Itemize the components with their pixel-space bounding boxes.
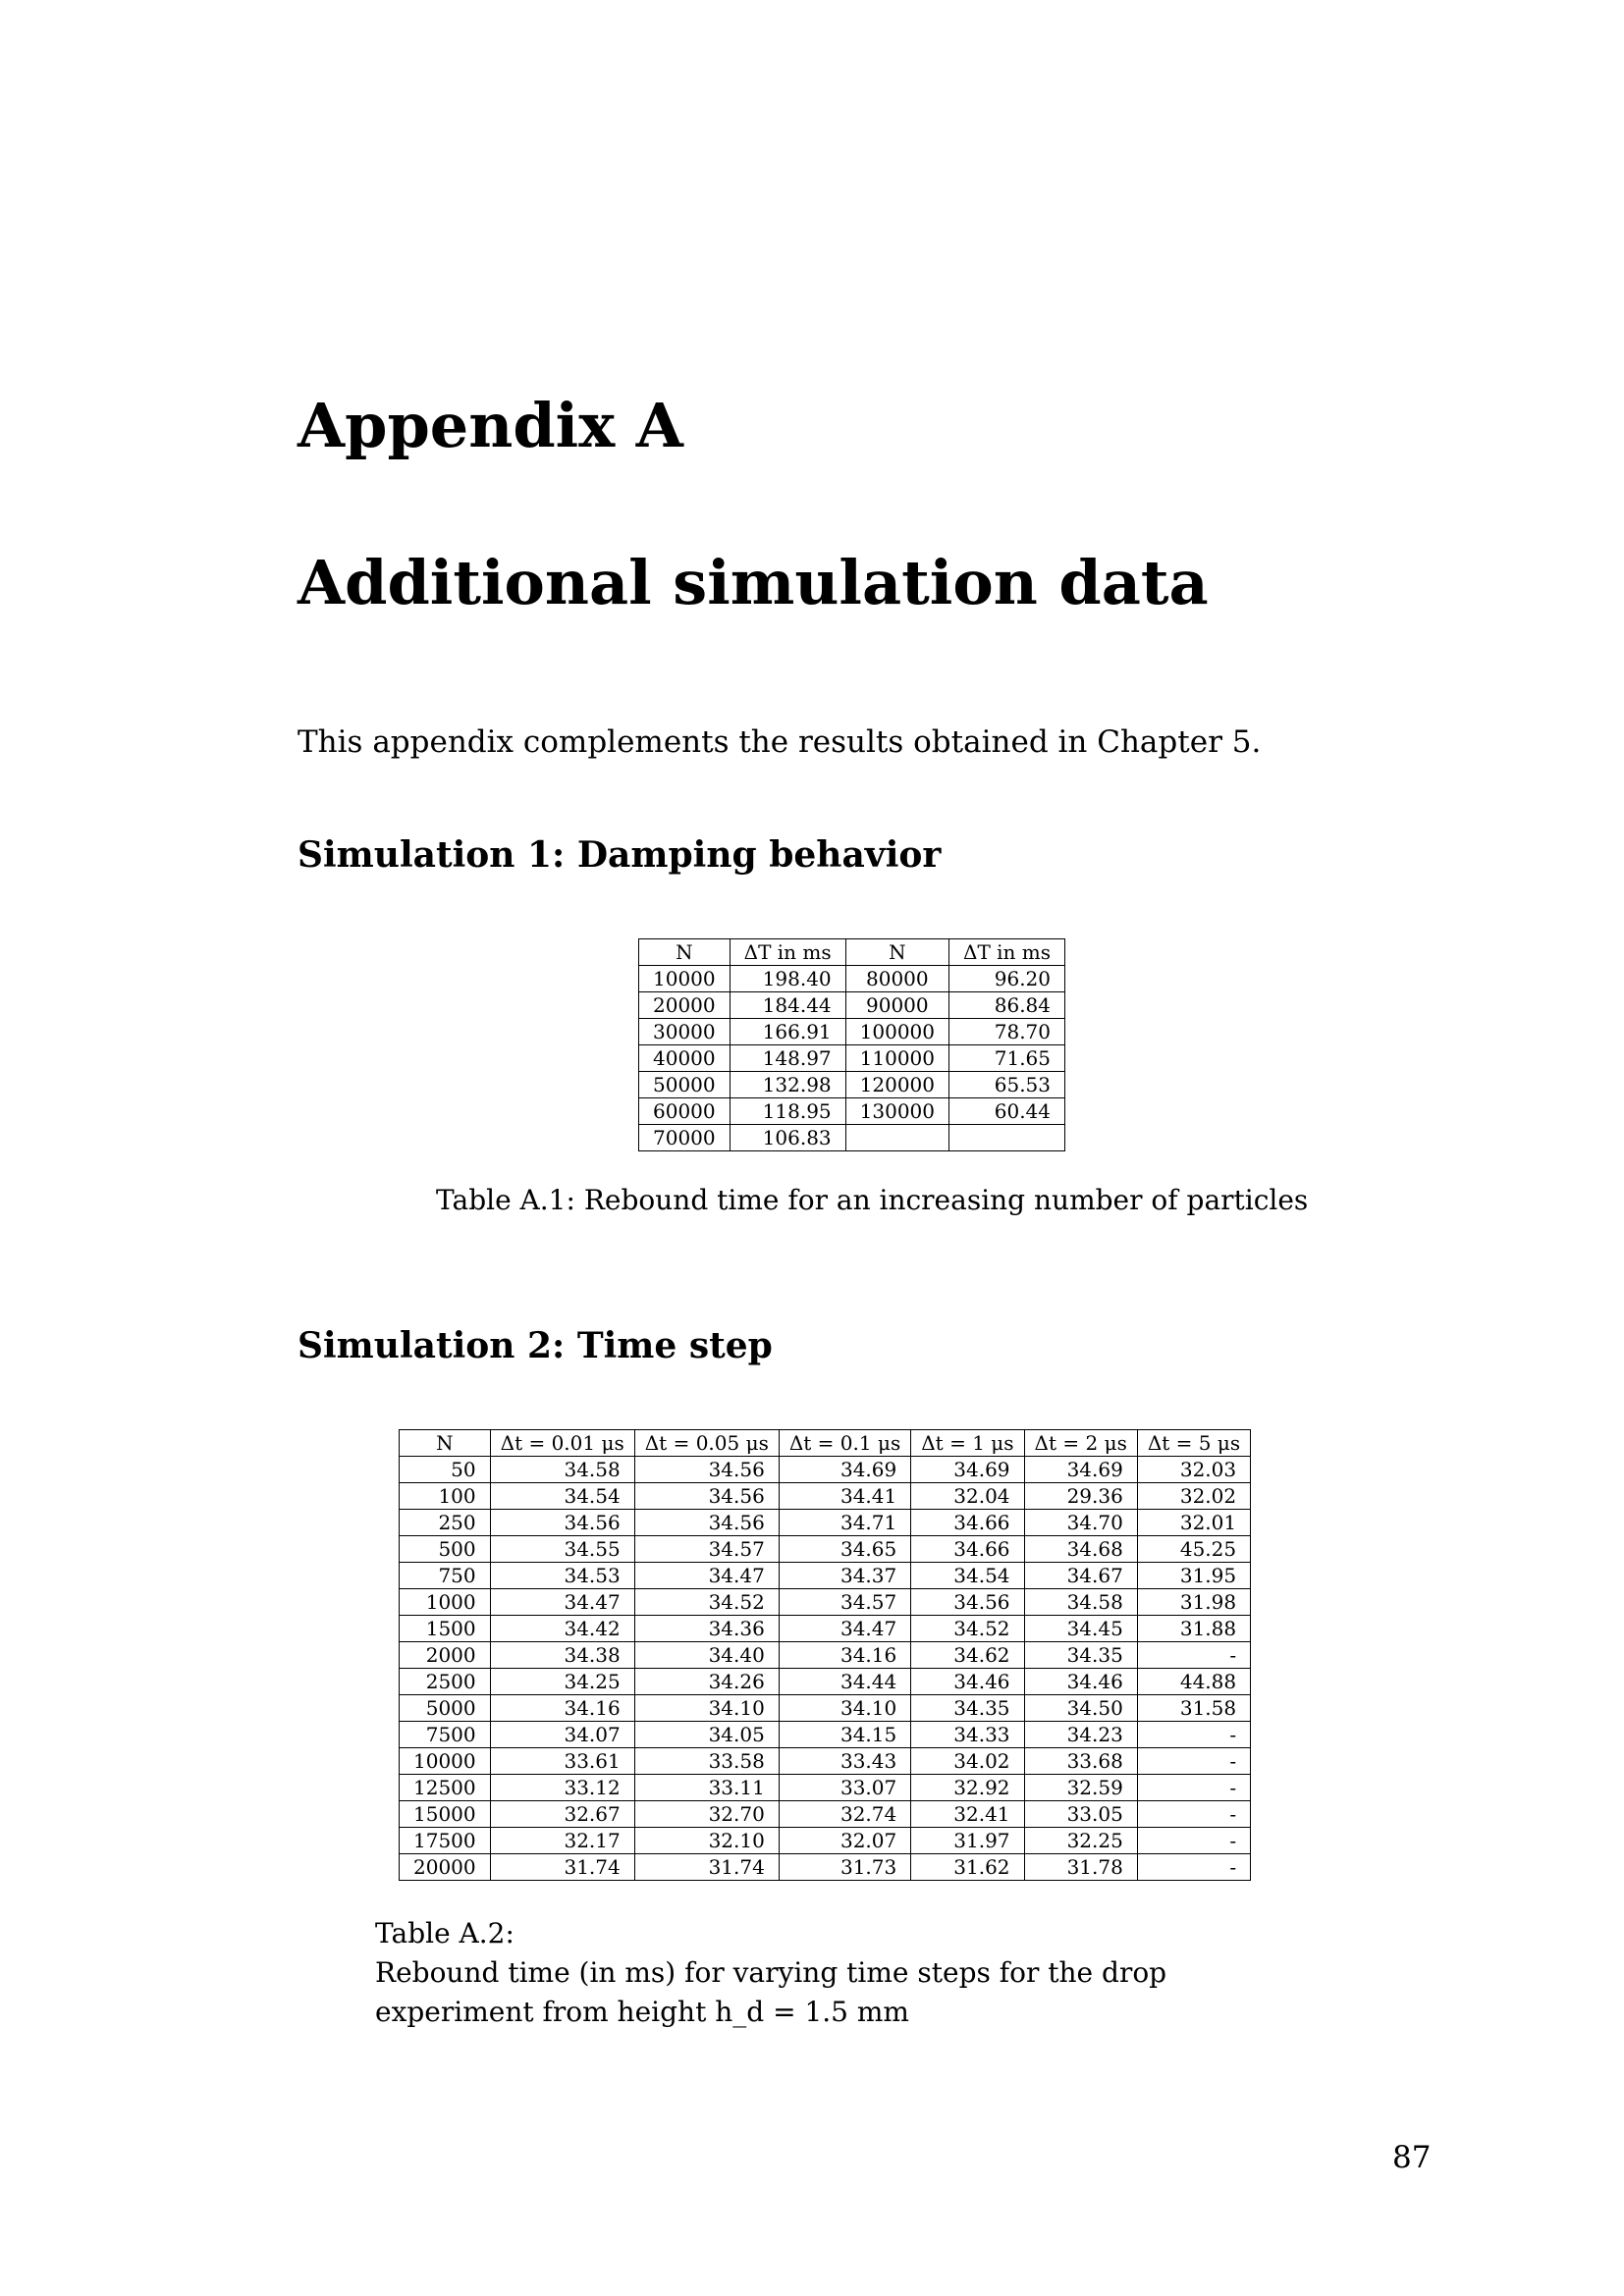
table-cell: 32.01: [1137, 1510, 1250, 1536]
table-cell: 34.58: [490, 1457, 634, 1483]
table-cell: 34.55: [490, 1536, 634, 1563]
table-cell: 44.88: [1137, 1669, 1250, 1695]
table-row: [400, 1775, 1251, 1801]
table-cell: 29.36: [1024, 1483, 1137, 1510]
table-cell: 130000: [845, 1098, 948, 1125]
table-cell: 40000: [639, 1045, 731, 1072]
table-cell: 34.67: [1024, 1563, 1137, 1589]
table-row: [400, 1457, 1251, 1483]
table-cell: 34.66: [911, 1510, 1024, 1536]
table-cell: 250: [400, 1510, 491, 1536]
table-cell: 34.56: [634, 1510, 779, 1536]
table-cell: 184.44: [730, 992, 845, 1019]
table-cell: 34.47: [779, 1616, 910, 1642]
table-cell: 31.58: [1137, 1695, 1250, 1722]
table-cell: 34.40: [634, 1642, 779, 1669]
table-cell: 60000: [639, 1098, 731, 1125]
table-cell: 34.56: [634, 1483, 779, 1510]
column-header: ΔT in ms: [730, 939, 845, 966]
table-cell: 31.62: [911, 1854, 1024, 1881]
table-row: [400, 1616, 1251, 1642]
table-cell: 32.70: [634, 1801, 779, 1828]
table-cell: 34.54: [490, 1483, 634, 1510]
table-cell: 12500: [400, 1775, 491, 1801]
table-cell: 34.37: [779, 1563, 910, 1589]
table-cell: 34.41: [779, 1483, 910, 1510]
table-cell: 32.04: [911, 1483, 1024, 1510]
table-cell: 34.47: [634, 1563, 779, 1589]
intro-paragraph: This appendix complements the results obtained in Chapter 5.: [298, 724, 1262, 760]
table-cell: 32.07: [779, 1828, 910, 1854]
table-row: [400, 1563, 1251, 1589]
table-cell: 750: [400, 1563, 491, 1589]
table-row: [639, 1098, 1065, 1125]
table-cell: 34.16: [779, 1642, 910, 1669]
table-cell: 45.25: [1137, 1536, 1250, 1563]
column-header: N: [639, 939, 731, 966]
table-cell: 34.56: [490, 1510, 634, 1536]
table-row: [400, 1669, 1251, 1695]
table-cell: 30000: [639, 1019, 731, 1045]
table-cell: 32.25: [1024, 1828, 1137, 1854]
table-cell: 34.56: [634, 1457, 779, 1483]
table-row: [400, 1695, 1251, 1722]
table-cell: 33.12: [490, 1775, 634, 1801]
table-cell: -: [1137, 1748, 1250, 1775]
table-row: [639, 1019, 1065, 1045]
table-cell: 34.02: [911, 1748, 1024, 1775]
table-cell: 31.97: [911, 1828, 1024, 1854]
table-cell: 50: [400, 1457, 491, 1483]
column-header: Δt = 0.01 μs: [490, 1430, 634, 1457]
table-cell: 34.53: [490, 1563, 634, 1589]
table-cell: 1000: [400, 1589, 491, 1616]
table-row: [400, 1642, 1251, 1669]
table-row: [400, 1536, 1251, 1563]
column-header: Δt = 2 μs: [1024, 1430, 1137, 1457]
table-cell: [949, 1125, 1065, 1151]
column-header: ΔT in ms: [949, 939, 1065, 966]
table-cell: 65.53: [949, 1072, 1065, 1098]
table-cell: 110000: [845, 1045, 948, 1072]
table-cell: 32.92: [911, 1775, 1024, 1801]
table-cell: 31.98: [1137, 1589, 1250, 1616]
table-cell: 500: [400, 1536, 491, 1563]
table-cell: 166.91: [730, 1019, 845, 1045]
table-cell: -: [1137, 1801, 1250, 1828]
table-cell: -: [1137, 1722, 1250, 1748]
table-cell: 34.05: [634, 1722, 779, 1748]
table-cell: 2000: [400, 1642, 491, 1669]
table-cell: 17500: [400, 1828, 491, 1854]
column-header: Δt = 0.1 μs: [779, 1430, 910, 1457]
table-cell: 34.15: [779, 1722, 910, 1748]
table-cell: 34.33: [911, 1722, 1024, 1748]
table-cell: 148.97: [730, 1045, 845, 1072]
table-cell: [845, 1125, 948, 1151]
table-cell: 34.45: [1024, 1616, 1137, 1642]
table-cell: 90000: [845, 992, 948, 1019]
table-cell: 198.40: [730, 966, 845, 992]
table-cell: 106.83: [730, 1125, 845, 1151]
table-cell: 31.88: [1137, 1616, 1250, 1642]
table-header-row: [400, 1430, 1251, 1457]
table-cell: 34.52: [911, 1616, 1024, 1642]
table-cell: 32.59: [1024, 1775, 1137, 1801]
table-cell: 34.68: [1024, 1536, 1137, 1563]
table-cell: 31.78: [1024, 1854, 1137, 1881]
table-cell: 34.47: [490, 1589, 634, 1616]
table-cell: 34.57: [779, 1589, 910, 1616]
table-row: [400, 1589, 1251, 1616]
table-cell: 31.74: [490, 1854, 634, 1881]
table-row: [400, 1483, 1251, 1510]
table-cell: 32.41: [911, 1801, 1024, 1828]
column-header: Δt = 0.05 μs: [634, 1430, 779, 1457]
table-cell: 34.62: [911, 1642, 1024, 1669]
table-row: [639, 1072, 1065, 1098]
table-cell: -: [1137, 1642, 1250, 1669]
table-cell: 71.65: [949, 1045, 1065, 1072]
table-cell: 7500: [400, 1722, 491, 1748]
table-cell: 33.43: [779, 1748, 910, 1775]
table-cell: 34.10: [779, 1695, 910, 1722]
table-cell: 32.02: [1137, 1483, 1250, 1510]
table-cell: 32.03: [1137, 1457, 1250, 1483]
table-cell: 32.17: [490, 1828, 634, 1854]
table-cell: 32.10: [634, 1828, 779, 1854]
table-cell: 34.46: [911, 1669, 1024, 1695]
column-header: N: [400, 1430, 491, 1457]
table-cell: 34.07: [490, 1722, 634, 1748]
table-cell: 34.16: [490, 1695, 634, 1722]
table-cell: 34.65: [779, 1536, 910, 1563]
table-row: [400, 1748, 1251, 1775]
table-cell: 120000: [845, 1072, 948, 1098]
table-cell: 20000: [400, 1854, 491, 1881]
table-cell: 86.84: [949, 992, 1065, 1019]
table-cell: 33.07: [779, 1775, 910, 1801]
table-header-row: [639, 939, 1065, 966]
table-cell: 31.73: [779, 1854, 910, 1881]
table-cell: 34.52: [634, 1589, 779, 1616]
table-cell: 118.95: [730, 1098, 845, 1125]
table-cell: 33.68: [1024, 1748, 1137, 1775]
table-cell: 78.70: [949, 1019, 1065, 1045]
damping-table: [638, 938, 1065, 1151]
table-cell: 34.26: [634, 1669, 779, 1695]
table-cell: 20000: [639, 992, 731, 1019]
table-cell: 60.44: [949, 1098, 1065, 1125]
chapter-title: Additional simulation data: [298, 547, 1209, 618]
table-cell: 34.35: [1024, 1642, 1137, 1669]
table-cell: 34.46: [1024, 1669, 1137, 1695]
table-cell: 34.57: [634, 1536, 779, 1563]
caption-text: Rebound time (in ms) for varying time steps for the drop experiment from height h_d = 1.5 mm: [375, 1956, 1167, 2028]
table-cell: 34.69: [911, 1457, 1024, 1483]
table-cell: 33.05: [1024, 1801, 1137, 1828]
table-row: [639, 992, 1065, 1019]
table-row: [639, 1045, 1065, 1072]
table-cell: 96.20: [949, 966, 1065, 992]
appendix-label: Appendix A: [298, 390, 683, 461]
table-cell: 33.58: [634, 1748, 779, 1775]
table-cell: 34.23: [1024, 1722, 1137, 1748]
table-cell: 10000: [400, 1748, 491, 1775]
table-a2-caption: [375, 1914, 1357, 2032]
table-cell: 132.98: [730, 1072, 845, 1098]
table-cell: 34.66: [911, 1536, 1024, 1563]
table-a1-caption: Table A.1: Rebound time for an increasing number of particles: [436, 1184, 1309, 1216]
table-cell: 2500: [400, 1669, 491, 1695]
table-cell: 34.54: [911, 1563, 1024, 1589]
table-cell: 34.58: [1024, 1589, 1137, 1616]
table-cell: 34.69: [779, 1457, 910, 1483]
table-row: [400, 1722, 1251, 1748]
table-cell: 32.74: [779, 1801, 910, 1828]
table-cell: 80000: [845, 966, 948, 992]
table-cell: 34.69: [1024, 1457, 1137, 1483]
column-header: Δt = 1 μs: [911, 1430, 1024, 1457]
table-cell: 32.67: [490, 1801, 634, 1828]
table-cell: 34.10: [634, 1695, 779, 1722]
table-cell: 31.74: [634, 1854, 779, 1881]
table-cell: 33.61: [490, 1748, 634, 1775]
table-cell: 34.42: [490, 1616, 634, 1642]
table-cell: -: [1137, 1854, 1250, 1881]
caption-label: Table A.2:: [375, 1917, 514, 1949]
table-cell: 34.36: [634, 1616, 779, 1642]
table-cell: 34.38: [490, 1642, 634, 1669]
section-1-heading: Simulation 1: Damping behavior: [298, 834, 942, 876]
table-cell: 34.56: [911, 1589, 1024, 1616]
table-cell: -: [1137, 1828, 1250, 1854]
table-cell: 5000: [400, 1695, 491, 1722]
table-cell: 34.70: [1024, 1510, 1137, 1536]
table-cell: 100000: [845, 1019, 948, 1045]
table-row: [639, 1125, 1065, 1151]
time-step-table: [399, 1429, 1251, 1881]
table-cell: 34.35: [911, 1695, 1024, 1722]
column-header: Δt = 5 μs: [1137, 1430, 1250, 1457]
table-cell: 1500: [400, 1616, 491, 1642]
table-cell: 31.95: [1137, 1563, 1250, 1589]
page-number: 87: [1392, 2140, 1432, 2175]
table-cell: 15000: [400, 1801, 491, 1828]
table-cell: 100: [400, 1483, 491, 1510]
table-cell: 10000: [639, 966, 731, 992]
table-row: [400, 1801, 1251, 1828]
table-row: [400, 1828, 1251, 1854]
column-header: N: [845, 939, 948, 966]
table-cell: 34.50: [1024, 1695, 1137, 1722]
table-cell: 34.44: [779, 1669, 910, 1695]
table-cell: -: [1137, 1775, 1250, 1801]
table-row: [639, 966, 1065, 992]
table-row: [400, 1854, 1251, 1881]
table-cell: 33.11: [634, 1775, 779, 1801]
table-cell: 70000: [639, 1125, 731, 1151]
table-cell: 50000: [639, 1072, 731, 1098]
section-2-heading: Simulation 2: Time step: [298, 1325, 773, 1366]
table-cell: 34.25: [490, 1669, 634, 1695]
table-cell: 34.71: [779, 1510, 910, 1536]
table-row: [400, 1510, 1251, 1536]
